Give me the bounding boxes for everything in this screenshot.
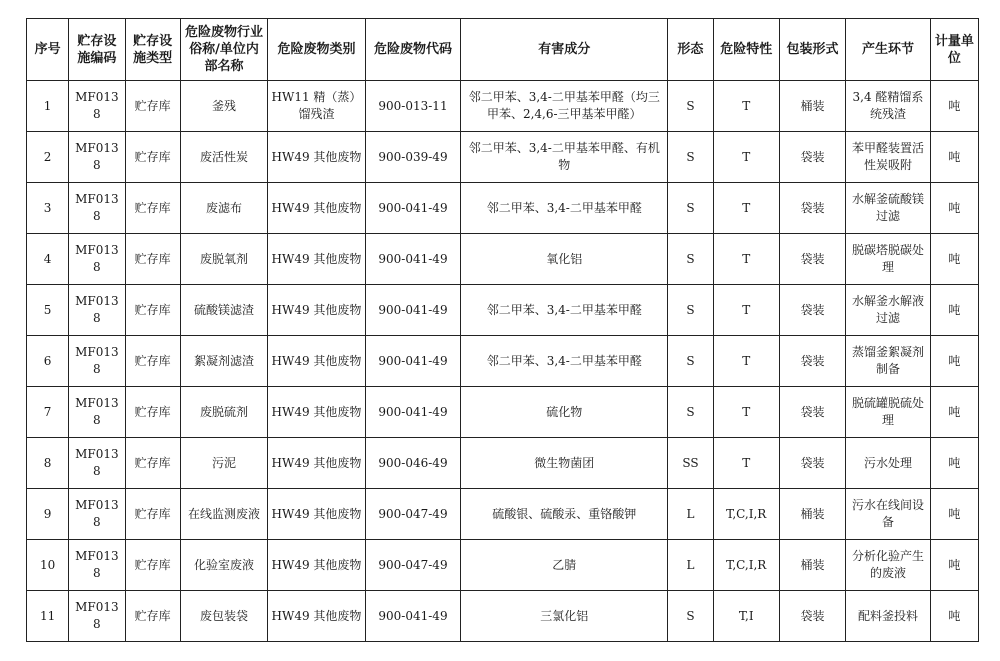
cell-hazardous-components: 硫化物 (461, 387, 668, 438)
cell-waste-category: HW49 其他废物 (268, 387, 366, 438)
cell-waste-category: HW49 其他废物 (268, 336, 366, 387)
table-row (27, 285, 979, 336)
cell-hazardous-components: 邻二甲苯、3,4-二甲基苯甲醛 (461, 183, 668, 234)
cell-source-process: 配料釜投料 (846, 591, 930, 642)
cell-facility-code: MF0138 (69, 132, 125, 183)
cell-hazard-property: T (713, 285, 779, 336)
cell-source-process: 水解釜硫酸镁过滤 (846, 183, 930, 234)
cell-packaging: 袋装 (779, 132, 845, 183)
cell-waste-category: HW49 其他废物 (268, 183, 366, 234)
cell-packaging: 袋装 (779, 387, 845, 438)
cell-facility-code: MF0138 (69, 81, 125, 132)
cell-source-process: 脱硫罐脱硫处理 (846, 387, 930, 438)
cell-form: S (668, 81, 713, 132)
cell-hazard-property: T (713, 387, 779, 438)
cell-waste-category: HW49 其他废物 (268, 438, 366, 489)
table-row (27, 183, 979, 234)
cell-waste-code: 900-047-49 (365, 540, 461, 591)
cell-facility-code: MF0138 (69, 285, 125, 336)
cell-waste-code: 900-041-49 (365, 183, 461, 234)
header-hazard-property: 危险特性 (713, 19, 779, 81)
header-waste-name: 危险废物行业俗称/单位内部名称 (180, 19, 267, 81)
cell-form: S (668, 285, 713, 336)
cell-packaging: 桶装 (779, 489, 845, 540)
cell-waste-name: 废包装袋 (180, 591, 267, 642)
cell-waste-code: 900-041-49 (365, 591, 461, 642)
cell-packaging: 袋装 (779, 183, 845, 234)
cell-hazardous-components: 氧化铝 (461, 234, 668, 285)
cell-waste-code: 900-041-49 (365, 285, 461, 336)
cell-source-process: 分析化验产生的废液 (846, 540, 930, 591)
cell-waste-name: 废活性炭 (180, 132, 267, 183)
hazardous-waste-table (26, 18, 979, 642)
cell-form: L (668, 540, 713, 591)
cell-waste-name: 污泥 (180, 438, 267, 489)
cell-source-process: 水解釜水解液过滤 (846, 285, 930, 336)
cell-index: 9 (27, 489, 69, 540)
table-row (27, 489, 979, 540)
cell-source-process: 污水在线间设备 (846, 489, 930, 540)
cell-source-process: 脱碳塔脱碳处理 (846, 234, 930, 285)
cell-hazard-property: T,I (713, 591, 779, 642)
cell-facility-code: MF0138 (69, 540, 125, 591)
cell-waste-category: HW49 其他废物 (268, 489, 366, 540)
cell-packaging: 袋装 (779, 234, 845, 285)
cell-index: 7 (27, 387, 69, 438)
cell-unit: 吨 (930, 234, 978, 285)
cell-hazard-property: T (713, 336, 779, 387)
cell-index: 8 (27, 438, 69, 489)
header-facility-code: 贮存设施编码 (69, 19, 125, 81)
cell-index: 11 (27, 591, 69, 642)
cell-waste-code: 900-041-49 (365, 387, 461, 438)
cell-waste-name: 废脱氧剂 (180, 234, 267, 285)
cell-form: SS (668, 438, 713, 489)
cell-index: 3 (27, 183, 69, 234)
table-row (27, 336, 979, 387)
cell-form: S (668, 234, 713, 285)
header-waste-category: 危险废物类别 (268, 19, 366, 81)
cell-unit: 吨 (930, 489, 978, 540)
cell-waste-code: 900-041-49 (365, 336, 461, 387)
cell-facility-type: 贮存库 (125, 591, 180, 642)
cell-packaging: 桶装 (779, 81, 845, 132)
cell-hazardous-components: 微生物菌团 (461, 438, 668, 489)
cell-facility-type: 贮存库 (125, 438, 180, 489)
cell-waste-category: HW49 其他废物 (268, 540, 366, 591)
cell-index: 1 (27, 81, 69, 132)
cell-form: S (668, 591, 713, 642)
header-row (27, 19, 979, 81)
cell-waste-name: 硫酸镁滤渣 (180, 285, 267, 336)
table-row (27, 234, 979, 285)
cell-waste-code: 900-013-11 (365, 81, 461, 132)
cell-unit: 吨 (930, 285, 978, 336)
cell-hazardous-components: 硫酸银、硫酸汞、重铬酸钾 (461, 489, 668, 540)
cell-waste-name: 絮凝剂滤渣 (180, 336, 267, 387)
cell-waste-name: 化验室废液 (180, 540, 267, 591)
cell-packaging: 袋装 (779, 438, 845, 489)
cell-unit: 吨 (930, 81, 978, 132)
cell-source-process: 污水处理 (846, 438, 930, 489)
cell-facility-code: MF0138 (69, 489, 125, 540)
cell-hazard-property: T (713, 183, 779, 234)
cell-unit: 吨 (930, 387, 978, 438)
header-index: 序号 (27, 19, 69, 81)
cell-facility-type: 贮存库 (125, 234, 180, 285)
cell-index: 6 (27, 336, 69, 387)
cell-waste-category: HW49 其他废物 (268, 132, 366, 183)
cell-waste-category: HW49 其他废物 (268, 234, 366, 285)
cell-form: S (668, 336, 713, 387)
cell-index: 4 (27, 234, 69, 285)
cell-form: S (668, 132, 713, 183)
header-packaging: 包装形式 (779, 19, 845, 81)
cell-hazard-property: T (713, 438, 779, 489)
cell-index: 5 (27, 285, 69, 336)
table-row (27, 540, 979, 591)
cell-waste-code: 900-046-49 (365, 438, 461, 489)
cell-form: S (668, 387, 713, 438)
table-row (27, 438, 979, 489)
cell-unit: 吨 (930, 540, 978, 591)
cell-facility-code: MF0138 (69, 234, 125, 285)
cell-packaging: 袋装 (779, 336, 845, 387)
header-hazardous-components: 有害成分 (461, 19, 668, 81)
cell-facility-type: 贮存库 (125, 489, 180, 540)
cell-source-process: 苯甲醛装置活性炭吸附 (846, 132, 930, 183)
cell-index: 2 (27, 132, 69, 183)
cell-waste-name: 在线监测废液 (180, 489, 267, 540)
cell-hazardous-components: 邻二甲苯、3,4-二甲基苯甲醛、有机物 (461, 132, 668, 183)
cell-packaging: 桶装 (779, 540, 845, 591)
cell-waste-code: 900-039-49 (365, 132, 461, 183)
cell-facility-code: MF0138 (69, 336, 125, 387)
cell-source-process: 3,4 醛精馏系统残渣 (846, 81, 930, 132)
cell-facility-code: MF0138 (69, 591, 125, 642)
cell-packaging: 袋装 (779, 285, 845, 336)
cell-hazard-property: T (713, 81, 779, 132)
cell-waste-name: 废滤布 (180, 183, 267, 234)
cell-source-process: 蒸馏釜絮凝剂制备 (846, 336, 930, 387)
cell-unit: 吨 (930, 183, 978, 234)
cell-waste-name: 釜残 (180, 81, 267, 132)
cell-waste-code: 900-041-49 (365, 234, 461, 285)
cell-hazard-property: T,C,I,R (713, 540, 779, 591)
cell-facility-type: 贮存库 (125, 183, 180, 234)
cell-facility-type: 贮存库 (125, 132, 180, 183)
table-row (27, 132, 979, 183)
cell-unit: 吨 (930, 591, 978, 642)
cell-unit: 吨 (930, 336, 978, 387)
cell-form: S (668, 183, 713, 234)
cell-facility-type: 贮存库 (125, 285, 180, 336)
header-facility-type: 贮存设施类型 (125, 19, 180, 81)
cell-hazardous-components: 乙腈 (461, 540, 668, 591)
cell-waste-name: 废脱硫剂 (180, 387, 267, 438)
cell-facility-type: 贮存库 (125, 387, 180, 438)
cell-waste-category: HW11 精（蒸）馏残渣 (268, 81, 366, 132)
cell-hazardous-components: 邻二甲苯、3,4-二甲基苯甲醛（均三甲苯、2,4,6-三甲基苯甲醛） (461, 81, 668, 132)
cell-facility-code: MF0138 (69, 387, 125, 438)
header-form: 形态 (668, 19, 713, 81)
cell-facility-code: MF0138 (69, 438, 125, 489)
table-row (27, 387, 979, 438)
cell-hazard-property: T,C,I,R (713, 489, 779, 540)
cell-unit: 吨 (930, 132, 978, 183)
cell-hazardous-components: 邻二甲苯、3,4-二甲基苯甲醛 (461, 336, 668, 387)
cell-hazardous-components: 三氯化铝 (461, 591, 668, 642)
cell-packaging: 袋装 (779, 591, 845, 642)
cell-hazard-property: T (713, 132, 779, 183)
cell-waste-code: 900-047-49 (365, 489, 461, 540)
cell-facility-type: 贮存库 (125, 336, 180, 387)
table-row (27, 81, 979, 132)
cell-unit: 吨 (930, 438, 978, 489)
cell-waste-category: HW49 其他废物 (268, 285, 366, 336)
cell-facility-type: 贮存库 (125, 540, 180, 591)
table-body (27, 81, 979, 642)
header-waste-code: 危险废物代码 (365, 19, 461, 81)
cell-hazard-property: T (713, 234, 779, 285)
cell-hazardous-components: 邻二甲苯、3,4-二甲基苯甲醛 (461, 285, 668, 336)
cell-waste-category: HW49 其他废物 (268, 591, 366, 642)
cell-form: L (668, 489, 713, 540)
table-row (27, 591, 979, 642)
header-unit: 计量单位 (930, 19, 978, 81)
cell-index: 10 (27, 540, 69, 591)
cell-facility-type: 贮存库 (125, 81, 180, 132)
cell-facility-code: MF0138 (69, 183, 125, 234)
header-source-process: 产生环节 (846, 19, 930, 81)
